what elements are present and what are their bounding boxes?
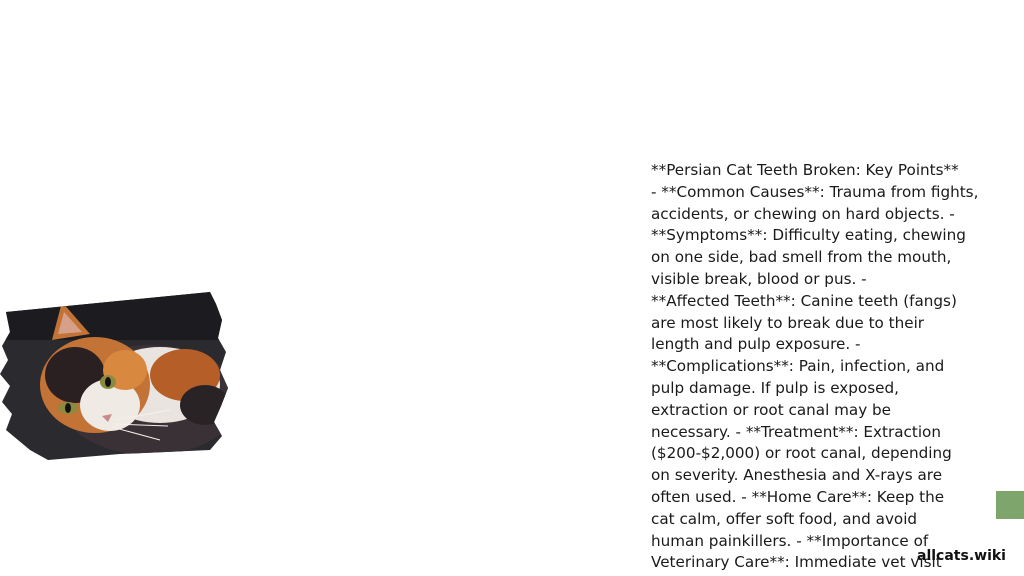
accent-square	[996, 491, 1024, 519]
cat-image	[0, 290, 235, 460]
article-text: **Persian Cat Teeth Broken: Key Points** - **Common Causes**: Trauma from fights, accidents, or chewing on hard objects. - **Symptoms**: Difficulty eating, chewing on one side, bad smell from the mouth, visible break, blood or pus. - **Affected Teeth**: Canine teeth (fangs) are most likely to break due to their length and pulp exposure. - **Complications**: Pain, infection, and pulp damage. If pulp is exposed, extraction or root canal may be necessary. - **Treatment**: Extraction ($200-$2,000) or root canal, depending on severity. Anesthesia and X-rays are often used. - **Home Care**: Keep the cat calm, offer soft food, and avoid human painkillers. - **Importance of Veterinary Care**: Immediate vet visit	[651, 161, 979, 572]
site-watermark: allcats.wiki	[917, 548, 1006, 564]
